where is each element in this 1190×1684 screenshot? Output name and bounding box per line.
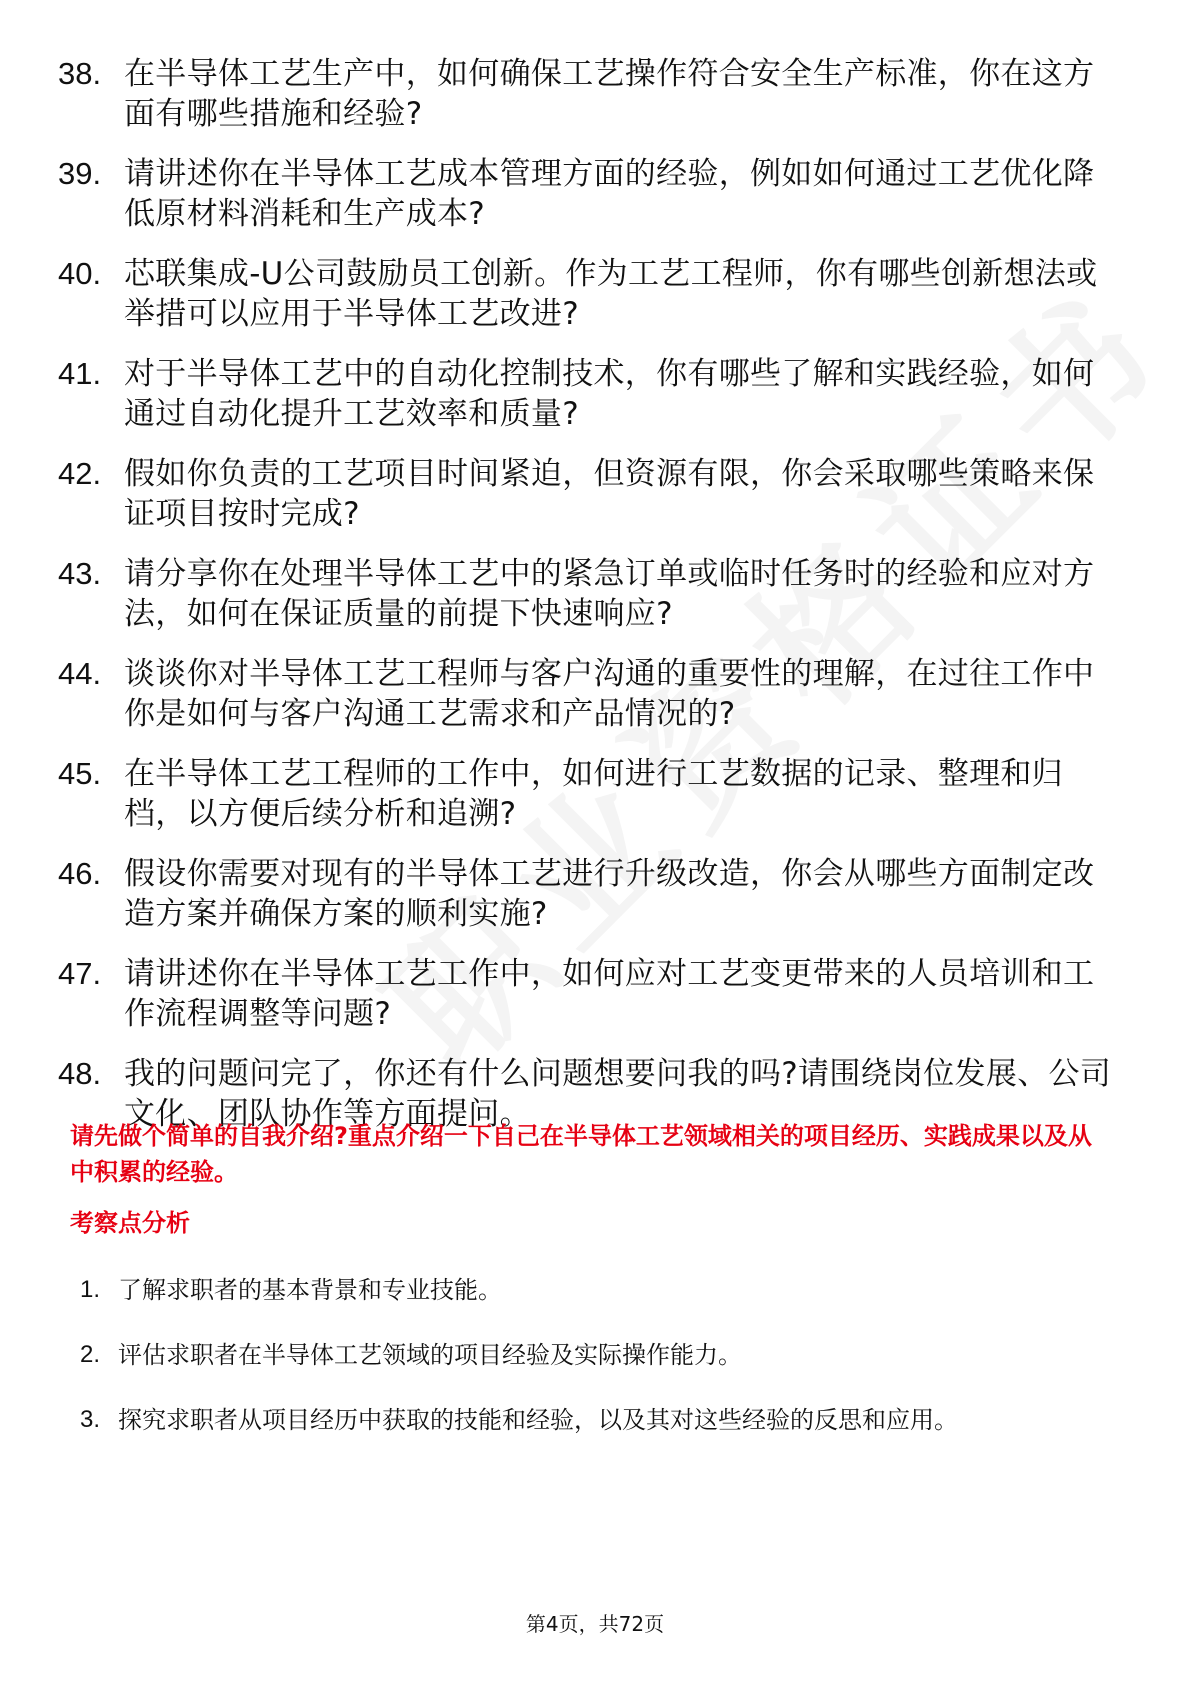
question-text: 对于半导体工艺中的自动化控制技术，你有哪些了解和实践经验，如何通过自动化提升工艺效率和质量?	[124, 356, 1095, 432]
question-number: 40.	[58, 256, 102, 291]
analysis-number: 1.	[80, 1276, 101, 1303]
question-number: 38.	[58, 56, 102, 91]
analysis-list	[80, 1270, 1110, 1465]
question-item	[58, 954, 1118, 1034]
analysis-text: 评估求职者在半导体工艺领域的项目经验及实际操作能力。	[118, 1341, 742, 1369]
question-text: 在半导体工艺工程师的工作中，如何进行工艺数据的记录、整理和归档，以方便后续分析和追溯?	[124, 756, 1063, 832]
question-text: 假设你需要对现有的半导体工艺进行升级改造，你会从哪些方面制定改造方案并确保方案的顺利实施?	[124, 856, 1095, 932]
question-text: 假如你负责的工艺项目时间紧迫，但资源有限，你会采取哪些策略来保证项目按时完成?	[124, 456, 1095, 532]
question-item	[58, 754, 1118, 834]
analysis-item	[80, 1400, 1110, 1449]
question-text: 我的问题问完了，你还有什么问题想要问我的吗?请围绕岗位发展、公司文化、团队协作等方面提问。	[124, 1056, 1112, 1132]
analysis-heading: 考察点分析	[70, 1209, 190, 1237]
question-number: 42.	[58, 456, 102, 491]
question-number: 43.	[58, 556, 102, 591]
analysis-number: 3.	[80, 1406, 101, 1433]
question-number: 41.	[58, 356, 102, 391]
question-item	[58, 854, 1118, 934]
question-item	[58, 554, 1118, 634]
question-text: 在半导体工艺生产中，如何确保工艺操作符合安全生产标准，你在这方面有哪些措施和经验?	[124, 56, 1095, 132]
analysis-text: 了解求职者的基本背景和专业技能。	[118, 1276, 502, 1304]
analysis-item	[80, 1335, 1110, 1384]
question-text: 请分享你在处理半导体工艺中的紧急订单或临时任务时的经验和应对方法，如何在保证质量的前提下快速响应?	[124, 556, 1095, 632]
highlighted-question: 请先做个简单的自我介绍?重点介绍一下自己在半导体工艺领域相关的项目经历、实践成果以及从中积累的经验。	[70, 1122, 1092, 1186]
question-number: 45.	[58, 756, 102, 791]
question-item	[58, 54, 1118, 134]
question-item	[58, 354, 1118, 434]
page-footer: 第4页，共72页	[525, 1612, 665, 1636]
question-item	[58, 254, 1118, 334]
analysis-number: 2.	[80, 1341, 101, 1368]
question-number: 46.	[58, 856, 102, 891]
analysis-text: 探究求职者从项目经历中获取的技能和经验，以及其对这些经验的反思和应用。	[118, 1406, 958, 1434]
question-number: 44.	[58, 656, 102, 691]
question-list	[58, 54, 1118, 1154]
question-item	[58, 454, 1118, 534]
question-item	[58, 654, 1118, 734]
question-item	[58, 154, 1118, 234]
question-text: 芯联集成-U公司鼓励员工创新。作为工艺工程师，你有哪些创新想法或举措可以应用于半导体工艺改进?	[124, 256, 1098, 332]
question-number: 39.	[58, 156, 102, 191]
question-number: 47.	[58, 956, 102, 991]
question-number: 48.	[58, 1056, 102, 1091]
question-text: 请讲述你在半导体工艺成本管理方面的经验，例如如何通过工艺优化降低原材料消耗和生产成本?	[124, 156, 1095, 232]
question-text: 谈谈你对半导体工艺工程师与客户沟通的重要性的理解，在过往工作中你是如何与客户沟通工艺需求和产品情况的?	[124, 656, 1095, 732]
analysis-item	[80, 1270, 1110, 1319]
question-text: 请讲述你在半导体工艺工作中，如何应对工艺变更带来的人员培训和工作流程调整等问题?	[124, 956, 1095, 1032]
